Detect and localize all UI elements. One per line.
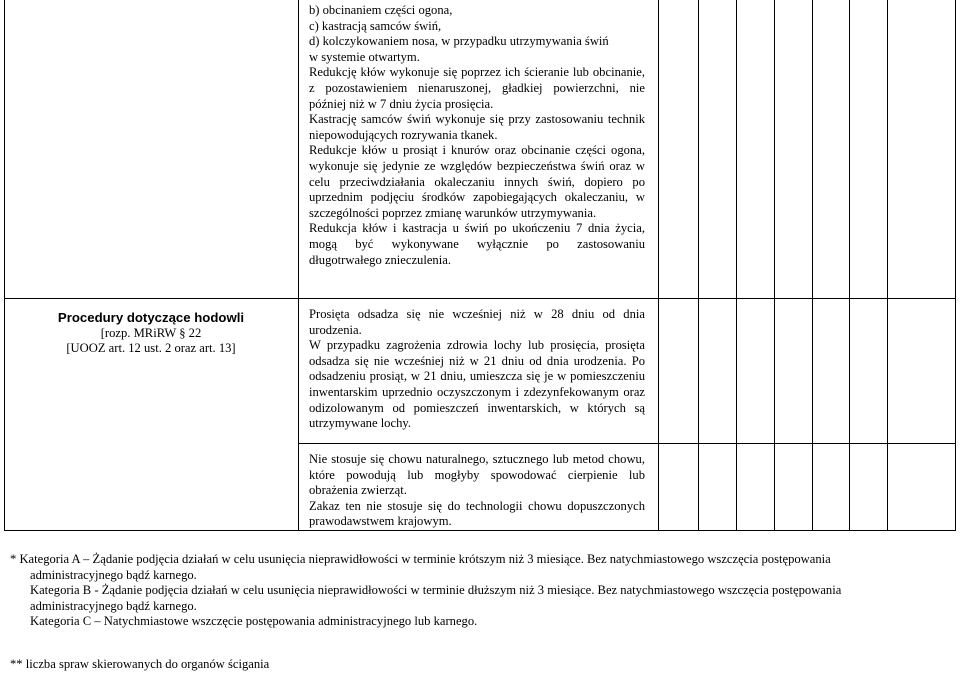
list-item: c) kastracją samców świń, — [309, 18, 442, 33]
procedures-heading-cell — [10, 310, 292, 357]
footnotes — [10, 552, 955, 630]
grid-vline — [4, 0, 5, 531]
paragraph: Redukcja kłów i kastracja u świń po ukończeniu 7 dnia życia, mogą być wykonywane wyłącznie po zastosowaniu długotrwałego znieczulenia. — [309, 221, 645, 267]
paragraph: W przypadku zagrożenia zdrowia lochy lub prosięcia, prosięta odsadza się nie wcześniej niż w 21 dniu od dnia urodzenia. Po odsadzeniu prosiąt, w 21 dniu, umieszcza się je w pomieszczeniu inwentarskim uprzednio oczyszczonym i zdezynfekowanym oraz odizolowanym od pomieszczeń inwentarskich, w których są utrzymywane lochy. — [309, 338, 645, 431]
footnote-line: Kategoria C – Natychmiastowe wszczęcie postępowania administracyjnego lub karnego. — [30, 614, 478, 629]
paragraph: Zakaz ten nie stosuje się do technologii chowu dopuszczonych prawodawstwem krajowym. — [309, 498, 645, 529]
footnote-line: administracyjnego bądź karnego. — [30, 567, 197, 582]
list-item: b) obcinaniem części ogona, — [309, 3, 453, 17]
grid-vline — [849, 0, 850, 531]
list-item: d) kolczykowaniem nosa, w przypadku utrzymywania świń — [309, 34, 609, 49]
grid-vline — [774, 0, 775, 531]
footnote-line: ** liczba spraw skierowanych do organów ścigania — [10, 657, 270, 671]
procedures-text-cell — [309, 307, 645, 432]
list-item: w systemie otwartym. — [309, 49, 420, 64]
grid-vline — [955, 0, 956, 531]
methods-text-cell — [309, 452, 645, 530]
footnote-line: * Kategoria A – Żądanie podjęcia działań w celu usunięcia nieprawidłowości w terminie krótszym niż 3 miesiące. Bez natychmiastowego wszczęcia postępowania — [10, 552, 831, 566]
grid-vline — [887, 0, 888, 531]
paragraph: Nie stosuje się chowu naturalnego, sztucznego lub metod chowu, które powodują lub mogłyby spowodować cierpienie lub obrażenia zwierząt. — [309, 452, 645, 498]
footnote-prosecution — [10, 657, 955, 673]
grid-hline — [4, 298, 956, 299]
grid-vline — [658, 0, 659, 531]
paragraph: Redukcję kłów wykonuje się poprzez ich ścieranie lub obcinanie, z pozostawieniem nienaruszonej, gładkiej powierzchni, nie później niż w 7 dniu życia prosięcia. — [309, 65, 645, 111]
legal-reference: [rozp. MRiRW § 22 — [100, 325, 202, 340]
grid-vline — [812, 0, 813, 531]
paragraph: Prosięta odsadza się nie wcześniej niż w 28 dniu od dnia urodzenia. — [309, 307, 645, 337]
footnote-line: Kategoria B - Żądanie podjęcia działań w celu usunięcia nieprawidłowości w terminie dłuższym niż 3 miesiące. Bez natychmiastowego wszczęcia postępowania — [30, 583, 842, 598]
grid-vline — [698, 0, 699, 531]
footnote-line: administracyjnego bądź karnego. — [30, 598, 197, 613]
upper-text-cell — [309, 3, 645, 268]
grid-vline — [736, 0, 737, 531]
grid-vline — [298, 0, 299, 531]
paragraph: Redukcje kłów u prosiąt i knurów oraz obcinanie części ogona, wykonuje się jedynie ze względów bezpieczeństwa świń oraz w celu przeciwdziałania okaleczaniu innych świń, dopiero po uprzednim podjęciu środków zapobiegających okaleczaniu, w szczególności poprzez zmianę warunków utrzymywania. — [309, 143, 645, 220]
paragraph: Kastrację samców świń wykonuje się przy zastosowaniu technik niepowodujących rozrywania tkanek. — [309, 112, 645, 142]
legal-reference: [UOOZ art. 12 ust. 2 oraz art. 13] — [66, 341, 236, 356]
grid-hline — [298, 443, 956, 444]
grid-hline — [4, 530, 956, 531]
section-heading: Procedury dotyczące hodowli — [57, 310, 245, 325]
